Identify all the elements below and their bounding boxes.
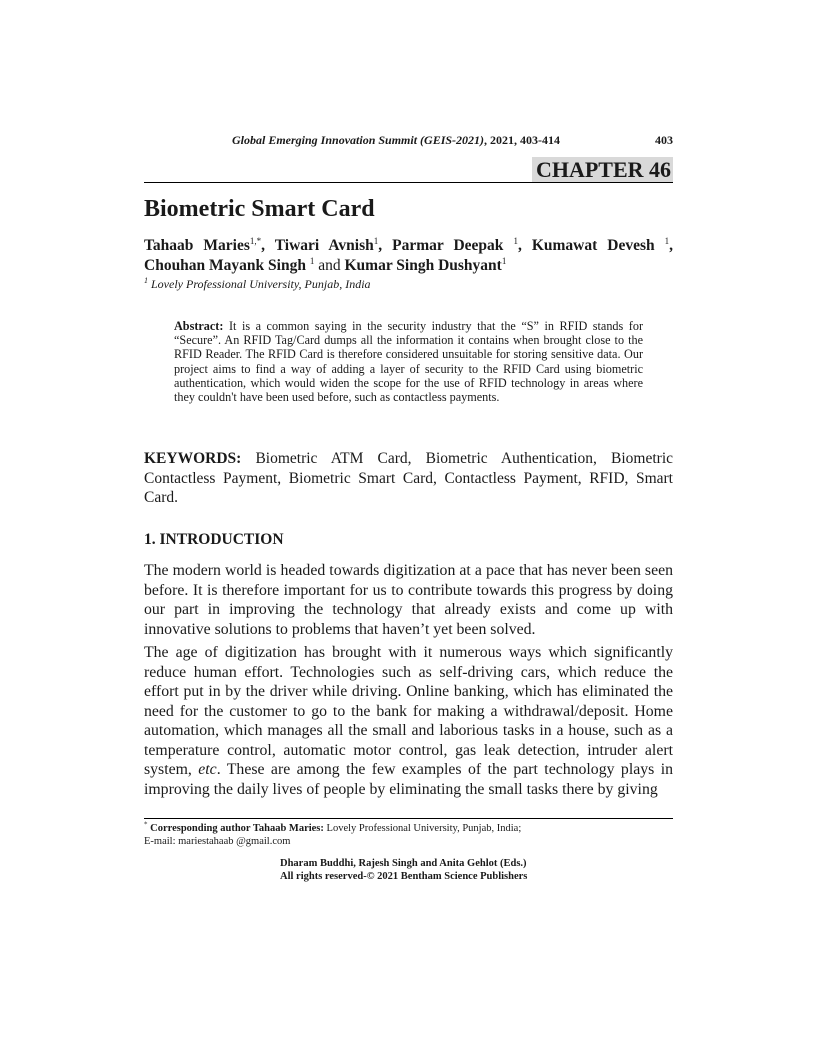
rights-line: All rights reserved-© 2021 Bentham Science Publishers [280,871,528,882]
abstract-text: It is a common saying in the security industry that the “S” in RFID stands for “Secure”. An RFID Tag/Card dumps all the information it contains when brought close to the RFID Reader. The RFID Card is therefore considered unsuitable for storing sensitive data. Our project aims to find a way of adding a layer of security to the RFID Card using biometric authentication, which would widen the scope for the use of RFID technology in areas where they couldn't have been used before, such as contactless payments. [174,319,644,405]
paragraph-text: The age of digitization has brought with it numerous ways which significantly reduce human effort. Technologies such as self-driving cars, which reduce the effort put in by the driver while driving. Online banking, which has eliminated the need for the customer to go to the bank for making a withdrawal/deposit. Home automation, which manages all the small and laborious tasks in a house, such as a temperature control, automatic motor control, gas leak detection, intruder alert system, [144,644,673,778]
footnote-sup: * [144,820,148,829]
abstract-label: Abstract: [174,319,224,333]
keywords [144,449,673,508]
body-paragraph: The modern world is headed towards digitization at a pace that has never been seen before. It is therefore important for us to contribute towards this progress by doing our part in improving the technology that already exists and come up with innovative solutions to problems that haven’t yet been solved. [144,562,673,638]
paragraph-italic: etc [198,761,217,778]
author-name: Chouhan Mayank Singh [144,257,306,274]
footnote [144,822,521,848]
paper-page [144,0,673,1056]
editors-line: Dharam Buddhi, Rajesh Singh and Anita Gehlot (Eds.) [280,858,527,869]
footnote-email: E-mail: mariestahaab @gmail.com [144,836,291,847]
author-name: Tahaab Maries [144,237,250,254]
affiliation-sup: 1 [144,276,148,285]
keywords-label: KEYWORDS: [144,450,242,467]
paragraph-text: . These are among the few examples of the part technology plays in improving the daily lives of people by eliminating the small tasks there by giving [144,761,673,798]
affiliation [144,277,371,292]
author-sup: 1 [373,235,379,246]
footnote-label: Corresponding author Tahaab Maries: [150,823,324,834]
journal-name: Global Emerging Innovation Summit (GEIS-2021) [232,133,485,147]
author-sup: 1 [513,235,518,246]
paper-title: Biometric Smart Card [144,196,375,222]
page-number: 403 [655,133,673,147]
author-sup: 1 [664,235,670,246]
body-paragraph [144,643,673,799]
footnote-text: Lovely Professional University, Punjab, India; [326,823,522,834]
author-name: Parmar Deepak [392,237,504,254]
author-sup: 1 [501,255,507,266]
author-list-line2 [144,256,506,276]
author-sup: 1,* [249,235,262,246]
footnote-divider [144,818,673,819]
author-conjunction: and [318,257,341,274]
keywords-text: Biometric ATM Card, Biometric Authentication, Biometric Contactless Payment, Biometric Smart Card, Contactless Payment, RFID, Smart Card. [144,450,674,506]
publisher-info [280,857,527,883]
header-divider [144,182,673,183]
affiliation-text: Lovely Professional University, Punjab, India [151,277,371,291]
journal-details: , 2021, 403-414 [484,133,561,147]
footnote-line [144,822,521,835]
chapter-label: CHAPTER 46 [532,157,673,182]
author-name: Tiwari Avnish [274,237,374,254]
author-list: Tahaab Maries$^{1,*}$, Tiwari Avnish$^1$, Parmar Deepak $^1$, Kumawat Devesh $^1$, [144,235,673,254]
abstract [174,319,643,404]
author-sup: 1 [309,255,315,266]
journal-citation [232,133,560,148]
author-name: Kumawat Devesh [531,237,655,254]
author-name: Kumar Singh Dushyant [344,257,502,274]
section-heading: 1. INTRODUCTION [144,531,284,548]
